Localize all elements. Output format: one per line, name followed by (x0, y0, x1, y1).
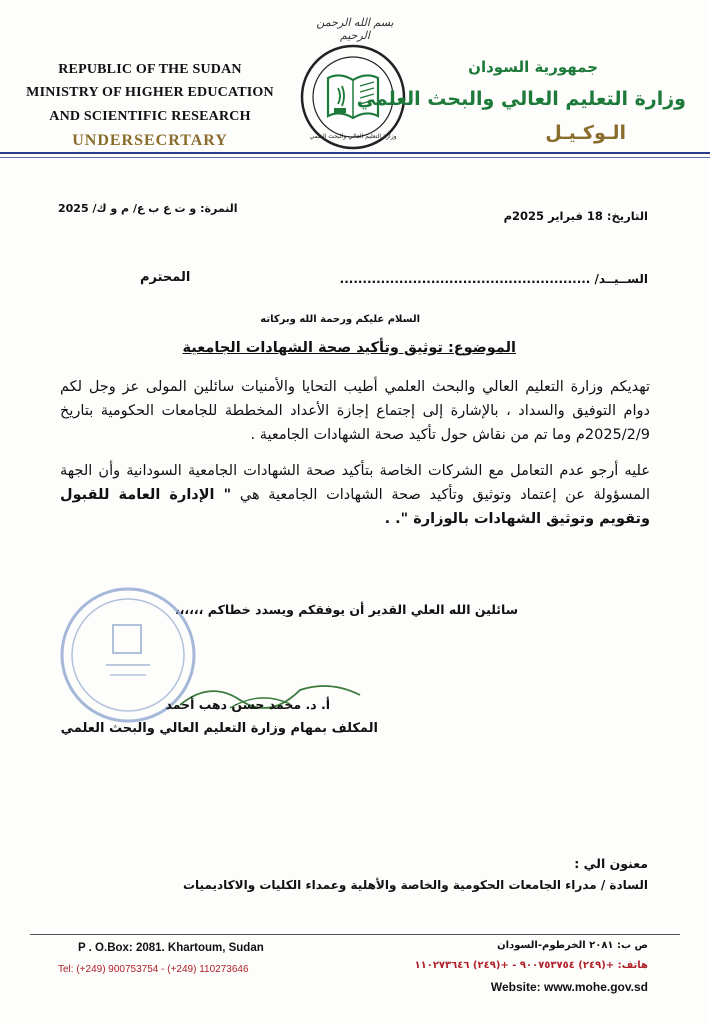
header-divider (0, 152, 710, 154)
header-ar-ministry: وزارة التعليم العالي والبحث العلمي (356, 88, 686, 110)
signatory-title: المكلف بمهام وزارة التعليم العالي والبحث العلمي (60, 721, 378, 736)
paragraph-2-text: عليه أرجو عدم التعامل مع الشركات الخاصة بتأكيد صحة الشهادات الجامعية السودانية وأن الجهة المسؤولة عن إعتماد وتوثيق وتأكيد صحة الشهادات الجامعية هي (60, 463, 650, 503)
header-ar-republic: جمهورية السودان (468, 58, 598, 76)
greeting: السلام عليكم ورحمة الله وبركاته (260, 314, 420, 325)
closing-line: سائلين الله العلي القدير أن يوفقكم ويسدد خطاكم ،،،،،، (174, 602, 518, 617)
cc-recipients: السادة / مدراء الجامعات الحكومية والخاصة والأهلية وعمداء الكليات والاكاديميات (182, 878, 648, 892)
header-en-line-2: MINISTRY OF HIGHER EDUCATION (26, 85, 274, 100)
reference-number: النمرة: و ت ع ب ع/ م و ك/ 2025 (58, 202, 238, 215)
logo-caption: وزارة التعليم العالي والبحث العلمي (309, 133, 397, 140)
footer-website[interactable]: Website: www.mohe.gov.sd (490, 980, 648, 994)
body-paragraph-2 (60, 459, 650, 531)
footer-ar-tel: هاتف: +(٢٤٩) ٩٠٠٧٥٣٧٥٤ - +(٢٤٩) ١١٠٢٧٣٦٤٦ (414, 960, 648, 971)
addressee-honorific: المحترم (140, 270, 191, 285)
basmala: بسم الله الرحمن الرحيم (316, 16, 394, 42)
signatory-name: أ. د. محمد حسن دهب أحمد (165, 697, 330, 712)
header-en-office: UNDERSECRTARY (72, 132, 228, 149)
footer-divider (30, 934, 680, 935)
body-paragraph-1: تهديكم وزارة التعليم العالي والبحث العلمي أطيب التحايا والأمنيات سائلين المولى عز وجل لكم دوام التوفيق والسداد ، بالإشارة إلى إجتماع إجازة الأعداد المخططة للجامعات الحكومية بتاريخ 2025/2/9م وما تم من نقاش حول تأكيد صحة الشهادات الجامعية . (60, 379, 650, 443)
footer-en-tel: Tel: (+249) 900753754 - (+249) 110273646 (58, 964, 249, 975)
addressee-line: الســيــد/ ....................................................... (339, 272, 648, 286)
subject-line: الموضوع: توثيق وتأكيد صحة الشهادات الجامعية (182, 340, 516, 356)
letter-date: التاريخ: 18 فبراير 2025م (503, 209, 648, 223)
header-en-line-3: AND SCIENTIFIC RESEARCH (49, 109, 251, 124)
cc-label: معنون الي : (574, 856, 648, 871)
header-divider-thin (0, 157, 710, 158)
footer-en-pobox: P . O.Box: 2081. Khartoum, Sudan (78, 942, 264, 954)
header-en-line-1: REPUBLIC OF THE SUDAN (58, 62, 242, 77)
paragraph-2-emphasis: " الإدارة العامة للقبول وتقويم وتوثيق الشهادات بالوزارة ". . (60, 487, 650, 527)
footer-ar-pobox: ص ب: ٢٠٨١ الخرطوم-السودان (497, 940, 648, 951)
header-ar-office: الـوكـيـل (545, 122, 626, 144)
